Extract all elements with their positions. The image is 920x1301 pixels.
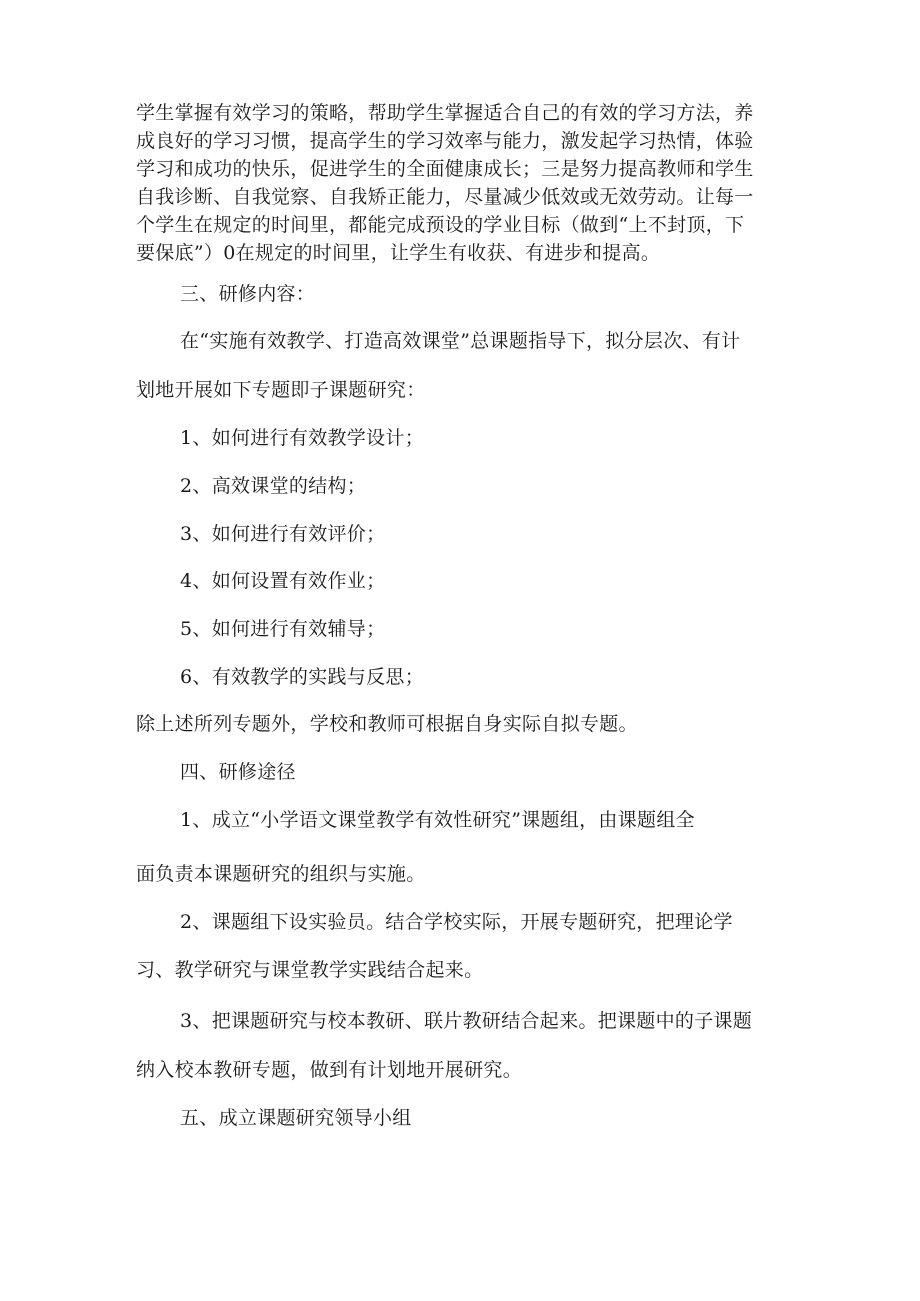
section4-item1-line-2: 面负责本课题研究的组织与实施。 — [136, 863, 426, 885]
list-item: 4、如何设置有效作业； — [180, 570, 386, 592]
section3-heading: 三、研修内容： — [180, 283, 316, 305]
section4-item3-line-1: 3、把课题研究与校本教研、联片教研结合起来。把课题中的子课题 — [180, 1010, 753, 1032]
list-item: 6、有效教学的实践与反思； — [180, 666, 424, 688]
intro-line-6: 要保底”）0在规定的时间里，让学生有收获、有进步和提高。 — [136, 242, 661, 264]
section3-paragraph-line-2: 划地开展如下专题即子课题研究： — [136, 379, 426, 401]
intro-line-4: 自我诊断、自我觉察、自我矫正能力，尽量减少低效或无效劳动。让每一 — [136, 186, 754, 208]
section4-heading: 四、研修途径 — [180, 761, 296, 783]
section3-closing: 除上述所列专题外，学校和教师可根据自身实际自拟专题。 — [136, 713, 638, 735]
section5-heading: 五、成立课题研究领导小组 — [180, 1107, 412, 1129]
intro-line-3: 学习和成功的快乐，促进学生的全面健康成长；三是努力提高教师和学生 — [136, 158, 754, 180]
section4-item1-line-1: 1、成立“小学语文课堂教学有效性研究”课题组，由课题组全 — [180, 809, 695, 831]
list-item: 2、高效课堂的结构； — [180, 475, 367, 497]
list-item: 3、如何进行有效评价； — [180, 523, 386, 545]
list-item: 1、如何进行有效教学设计； — [180, 427, 424, 449]
section4-item2-line-1: 2、课题组下设实验员。结合学校实际，开展专题研究，把理论学 — [180, 911, 733, 933]
section4-item2-line-2: 习、教学研究与课堂教学实践结合起来。 — [136, 959, 484, 981]
intro-line-2: 成良好的学习习惯，提高学生的学习效率与能力，激发起学习热情，体验 — [136, 130, 754, 152]
intro-line-1: 学生掌握有效学习的策略，帮助学生掌握适合自己的有效的学习方法，养 — [136, 102, 754, 124]
intro-line-5: 个学生在规定的时间里，都能完成预设的学业目标（做到“上不封顶，下 — [136, 214, 745, 236]
section4-item3-line-2: 纳入校本教研专题，做到有计划地开展研究。 — [136, 1059, 523, 1081]
list-item: 5、如何进行有效辅导； — [180, 618, 386, 640]
section3-paragraph-line-1: 在“实施有效教学、打造高效课堂”总课题指导下，拟分层次、有计 — [180, 330, 741, 352]
